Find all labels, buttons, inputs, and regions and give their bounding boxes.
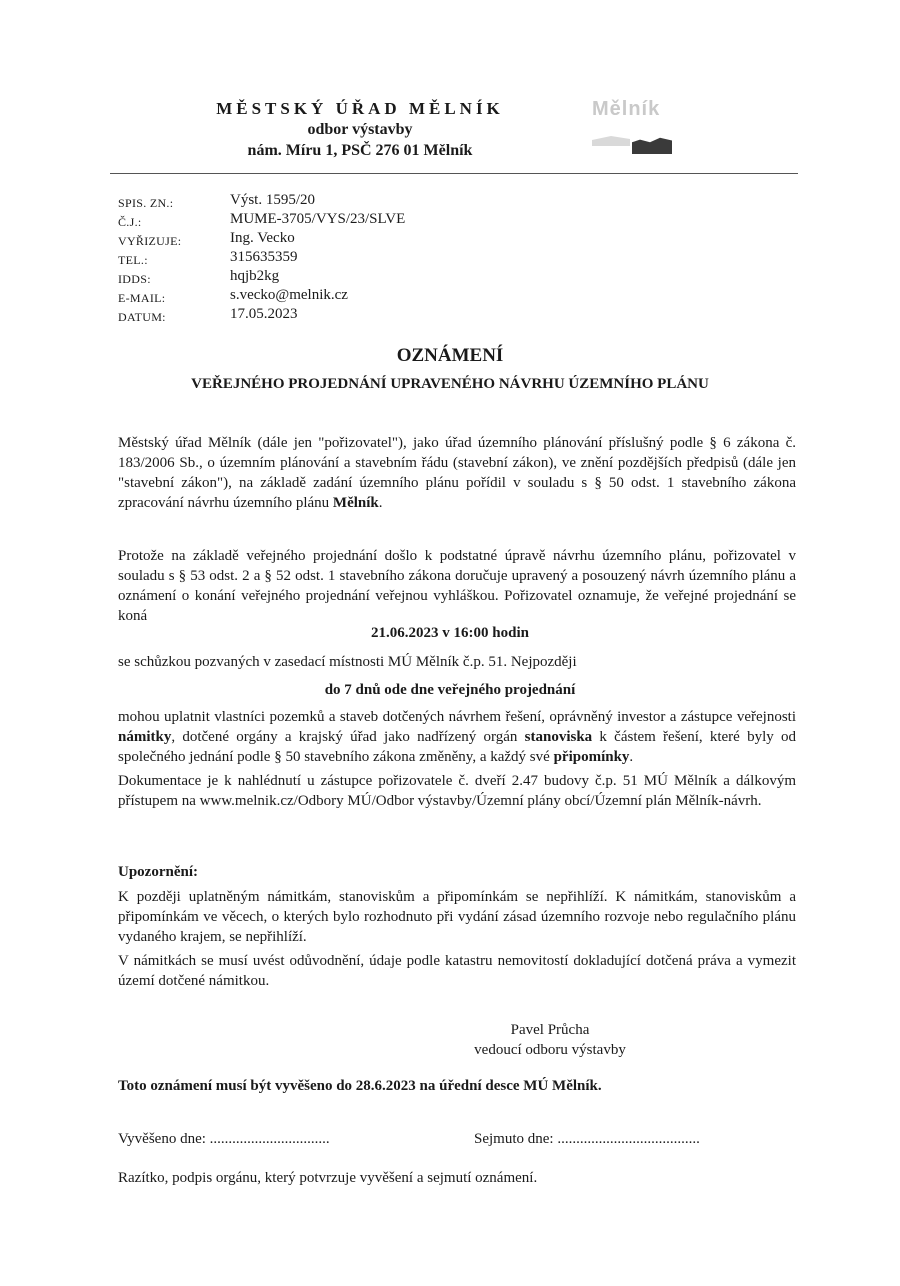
objections-text-1: mohou uplatnit vlastníci pozemků a staveb dotčených návrhem řešení, oprávněný investor a zástupce veřejnosti xyxy=(118,709,796,725)
intro-paragraph xyxy=(118,433,796,513)
procedure-paragraph: Protože na základě veřejného projednání došlo k podstatné úpravě návrhu územního plánu, pořizovatel v souladu s § 53 odst. 2 a § 52 odst. 1 stavebního zákona doručuje upravený a posouzený návrh územního plánu a oznámení o konání veřejného projednání veřejnou vyhláškou. Pořizovatel oznamuje, že veřejné projednání se koná xyxy=(118,548,796,624)
header-divider xyxy=(110,173,798,174)
document-title: OZNÁMENÍ xyxy=(396,345,504,366)
meta-value-file: Výst. 1595/20 xyxy=(230,192,316,208)
meta-value-handler: Ing. Vecko xyxy=(230,230,295,246)
removed-dots: ...................................... xyxy=(557,1131,700,1147)
city-logo xyxy=(592,98,678,158)
posted-dots: ................................ xyxy=(209,1131,330,1147)
objections-text-4: . xyxy=(629,749,634,765)
notice-heading: Upozornění: xyxy=(118,864,198,880)
meta-label-email: E-MAIL: xyxy=(118,291,166,305)
office-address: nám. Míru 1, PSČ 276 01 Mělník xyxy=(247,142,473,159)
deadline: do 7 dnů ode dne veřejného projednání xyxy=(324,682,576,698)
posted-label: Vyvěšeno dne: xyxy=(118,1131,206,1147)
objections-text-2: , dotčené orgány a krajský úřad jako nadřízený orgán xyxy=(171,729,525,745)
department-name: odbor výstavby xyxy=(307,121,413,138)
logo-flag-light-icon xyxy=(592,136,630,146)
signatory-role: vedoucí odboru výstavby xyxy=(474,1042,626,1058)
meta-label-ref: Č.J.: xyxy=(118,215,142,229)
documentation-paragraph: Dokumentace je k nahlédnutí u zástupce pořizovatele č. dveří 2.47 budovy č.p. 51 MÚ Mělník a dálkovým přístupem na www.melnik.cz/Odbory MÚ/Odbor výstavby/Územní plány obcí/Územní plán Mělník-návrh. xyxy=(118,773,796,809)
objections-bold-2: stanoviska xyxy=(524,729,593,745)
objections-paragraph xyxy=(118,707,796,767)
meta-value-date: 17.05.2023 xyxy=(230,306,298,322)
intro-text: Městský úřad Mělník (dále jen "pořizovatel"), jako úřad územního plánování příslušný podle § 6 zákona č. 183/2006 Sb., o územním plánování a stavebním řádu (stavební zákon), ve znění pozdějších předpisů (dále jen "stavební zákon"), na základě zadání územního plánu pořídil v souladu s § 50 odst. 1 stavebního zákona zpracování návrhu územního plánu xyxy=(118,435,796,511)
meeting-location: se schůzkou pozvaných v zasedací místnosti MÚ Mělník č.p. 51. Nejpozději xyxy=(118,654,577,670)
meta-value-phone: 315635359 xyxy=(230,249,298,265)
posting-requirement: Toto oznámení musí být vyvěšeno do 28.6.2023 na úřední desce MÚ Mělník. xyxy=(118,1078,602,1094)
posted-field xyxy=(118,1131,330,1148)
meta-label-idds: IDDS: xyxy=(118,272,151,286)
meta-label-handler: VYŘIZUJE: xyxy=(118,234,182,248)
meta-value-idds: hqjb2kg xyxy=(230,268,280,284)
logo-text: Mělník xyxy=(592,98,661,120)
notice-paragraph-1: K později uplatněným námitkám, stanoviskům a připomínkám se nepřihlíží. K námitkám, stanoviskům a připomínkám ve věcech, o kterých bylo rozhodnuto při vydání zásad územního rozvoje nebo regulačního plánu vydaného krajem, se nepřihlíží. xyxy=(118,889,796,945)
intro-bold-city: Mělník xyxy=(332,495,379,511)
signatory-name: Pavel Průcha xyxy=(510,1022,590,1038)
meta-value-email: s.vecko@melnik.cz xyxy=(230,287,348,303)
objections-bold-3: připomínky xyxy=(553,749,630,765)
meta-label-date: DATUM: xyxy=(118,310,166,324)
objections-bold-1: námitky xyxy=(118,729,172,745)
notice-paragraph-2: V námitkách se musí uvést odůvodnění, údaje podle katastru nemovitostí dokladující dotčená práva a vymezit území dotčené námitkou. xyxy=(118,953,796,989)
stamp-line: Razítko, podpis orgánu, který potvrzuje vyvěšení a sejmutí oznámení. xyxy=(118,1170,538,1186)
meeting-datetime: 21.06.2023 v 16:00 hodin xyxy=(371,625,529,641)
meta-value-ref: MUME-3705/VYS/23/SLVE xyxy=(230,211,406,227)
logo-flag-icon xyxy=(632,136,672,154)
meta-label-phone: TEL.: xyxy=(118,253,148,267)
intro-end: . xyxy=(378,495,383,511)
document-subtitle: VEŘEJNÉHO PROJEDNÁNÍ UPRAVENÉHO NÁVRHU ÚZEMNÍHO PLÁNU xyxy=(191,376,709,392)
office-name: MĚSTSKÝ ÚŘAD MĚLNÍK xyxy=(216,99,504,118)
objections-text-3: k částem řešení, které byly od společného jednání podle § 50 stavebního zákona změněny, a každý své xyxy=(118,729,796,765)
meta-label-file: SPIS. ZN.: xyxy=(118,196,174,210)
removed-label: Sejmuto dne: xyxy=(474,1131,554,1147)
removed-field xyxy=(474,1131,700,1148)
